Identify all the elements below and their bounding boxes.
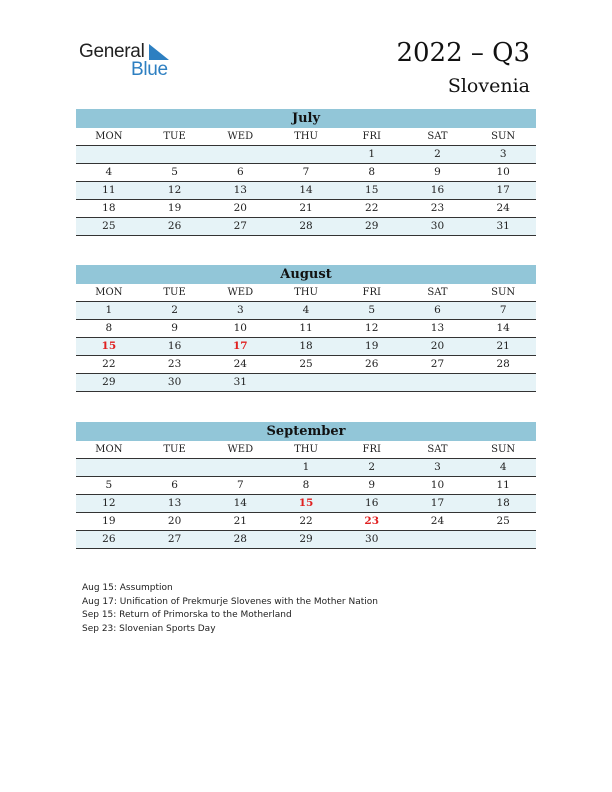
weekday-label: SAT bbox=[427, 131, 448, 142]
country-subtitle: Slovenia bbox=[447, 75, 530, 97]
week-row bbox=[76, 182, 536, 200]
logo bbox=[79, 41, 179, 81]
day-cell: 2 bbox=[434, 148, 441, 160]
day-cell: 25 bbox=[496, 515, 510, 527]
day-cell: 15 bbox=[365, 184, 379, 196]
day-cell: 4 bbox=[499, 461, 507, 473]
day-cell: 26 bbox=[102, 533, 116, 545]
weekday-label: TUE bbox=[163, 131, 186, 142]
day-cell bbox=[207, 146, 273, 163]
day-cell: 24 bbox=[233, 358, 247, 370]
day-cell: 11 bbox=[299, 322, 313, 334]
day-cell: 1 bbox=[302, 461, 310, 473]
day-cell bbox=[273, 146, 339, 163]
day-cell: 24 bbox=[430, 515, 445, 527]
week-row bbox=[76, 164, 536, 182]
day-cell: 9 bbox=[368, 479, 376, 491]
holiday-note: Sep 15: Return of Primorska to the Motherland bbox=[82, 610, 292, 621]
holiday-note: Aug 15: Assumption bbox=[82, 583, 173, 593]
week-row bbox=[76, 495, 536, 513]
day-cell: 9 bbox=[171, 322, 178, 334]
day-cell: 20 bbox=[167, 515, 182, 527]
holiday-day-cell: 17 bbox=[232, 340, 248, 352]
day-cell: 5 bbox=[368, 304, 376, 316]
month-title: September bbox=[76, 422, 536, 441]
day-cell: 3 bbox=[499, 148, 507, 160]
day-cell: 20 bbox=[430, 340, 445, 352]
weekday-label: WED bbox=[227, 444, 254, 455]
day-cell: 29 bbox=[299, 533, 313, 545]
weekday-label: THU bbox=[294, 287, 318, 298]
holiday-day-cell: 15 bbox=[101, 340, 117, 352]
day-cell: 10 bbox=[233, 322, 247, 334]
month-title: July bbox=[76, 109, 536, 128]
day-cell: 16 bbox=[365, 497, 379, 509]
day-cell: 10 bbox=[430, 479, 445, 491]
day-cell: 14 bbox=[299, 184, 313, 196]
day-cell: 6 bbox=[171, 479, 178, 491]
day-cell: 28 bbox=[299, 220, 313, 232]
weekday-label: WED bbox=[227, 131, 254, 142]
day-cell: 19 bbox=[102, 515, 116, 527]
day-cell: 16 bbox=[430, 184, 445, 196]
day-cell: 31 bbox=[496, 220, 510, 232]
weekday-label: TUE bbox=[163, 287, 186, 298]
day-cell: 5 bbox=[105, 479, 113, 491]
weekday-label: THU bbox=[294, 444, 318, 455]
day-cell: 7 bbox=[499, 304, 507, 316]
holiday-notes bbox=[82, 582, 378, 636]
weekday-label: MON bbox=[95, 287, 123, 298]
holiday-note: Aug 17: Unification of Prekmurje Slovenes with the Mother Nation bbox=[82, 596, 378, 607]
month-title: August bbox=[76, 265, 536, 284]
day-cell: 18 bbox=[299, 340, 313, 352]
day-cell bbox=[142, 146, 208, 163]
weekday-label: SUN bbox=[491, 131, 516, 142]
holiday-day-cell: 15 bbox=[298, 497, 314, 509]
day-cell: 12 bbox=[365, 322, 379, 334]
day-cell: 16 bbox=[167, 340, 182, 352]
day-cell: 21 bbox=[233, 515, 247, 527]
day-cell: 8 bbox=[302, 479, 310, 491]
day-cell: 28 bbox=[233, 533, 247, 545]
page-title: 2022 – Q3 bbox=[396, 38, 530, 68]
logo-text-blue: Blue bbox=[131, 59, 168, 80]
week-row bbox=[76, 531, 536, 549]
week-row bbox=[76, 218, 536, 236]
day-cell: 29 bbox=[365, 220, 379, 232]
day-cell: 14 bbox=[496, 322, 510, 334]
day-cell: 12 bbox=[167, 184, 182, 196]
weekday-label: THU bbox=[294, 131, 318, 142]
day-cell: 26 bbox=[365, 358, 379, 370]
day-cell bbox=[207, 459, 273, 476]
day-cell: 30 bbox=[365, 533, 379, 545]
day-cell bbox=[142, 459, 208, 476]
day-cell: 21 bbox=[299, 202, 313, 214]
logo-triangle-icon bbox=[149, 44, 169, 60]
day-cell: 22 bbox=[299, 515, 313, 527]
day-cell: 22 bbox=[365, 202, 379, 214]
day-cell: 6 bbox=[236, 166, 244, 178]
weekday-label: WED bbox=[227, 287, 254, 298]
day-cell: 8 bbox=[105, 322, 113, 334]
day-cell: 30 bbox=[167, 376, 182, 388]
day-cell: 18 bbox=[496, 497, 510, 509]
weekday-label: FRI bbox=[362, 287, 381, 298]
day-cell: 27 bbox=[233, 220, 247, 232]
day-cell bbox=[76, 146, 142, 163]
day-cell bbox=[470, 531, 536, 548]
day-cell: 26 bbox=[167, 220, 182, 232]
day-cell: 9 bbox=[434, 166, 441, 178]
day-cell: 27 bbox=[430, 358, 445, 370]
week-row bbox=[76, 146, 536, 164]
day-cell: 1 bbox=[368, 148, 376, 160]
logo-text-general: General bbox=[79, 41, 145, 62]
weekday-label: MON bbox=[95, 444, 123, 455]
day-cell: 6 bbox=[434, 304, 441, 316]
day-cell: 21 bbox=[496, 340, 510, 352]
day-cell: 24 bbox=[496, 202, 510, 214]
day-cell: 1 bbox=[105, 304, 113, 316]
day-cell: 7 bbox=[302, 166, 310, 178]
weekday-label: FRI bbox=[362, 131, 381, 142]
week-row bbox=[76, 513, 536, 531]
week-row bbox=[76, 320, 536, 338]
day-cell: 3 bbox=[434, 461, 441, 473]
day-cell: 12 bbox=[102, 497, 116, 509]
day-cell: 8 bbox=[368, 166, 376, 178]
day-cell bbox=[470, 374, 536, 391]
day-cell: 20 bbox=[233, 202, 247, 214]
day-cell: 10 bbox=[496, 166, 510, 178]
day-cell bbox=[405, 374, 471, 391]
day-cell: 18 bbox=[102, 202, 116, 214]
weekday-label: SAT bbox=[427, 287, 448, 298]
weekday-label: FRI bbox=[362, 444, 381, 455]
holiday-day-cell: 23 bbox=[364, 515, 380, 527]
day-cell: 19 bbox=[365, 340, 379, 352]
day-cell: 19 bbox=[167, 202, 182, 214]
month-calendar-august bbox=[76, 265, 536, 392]
day-cell: 25 bbox=[299, 358, 313, 370]
day-cell: 13 bbox=[167, 497, 182, 509]
weekday-label: SUN bbox=[491, 444, 516, 455]
day-cell: 13 bbox=[233, 184, 247, 196]
day-cell: 23 bbox=[167, 358, 182, 370]
weekday-label: MON bbox=[95, 131, 123, 142]
weekday-label: SAT bbox=[427, 444, 448, 455]
day-cell: 3 bbox=[236, 304, 244, 316]
day-cell: 5 bbox=[171, 166, 178, 178]
weekday-header-row bbox=[76, 128, 536, 146]
day-cell: 7 bbox=[236, 479, 244, 491]
day-cell bbox=[273, 374, 339, 391]
month-calendar-july bbox=[76, 109, 536, 236]
day-cell: 11 bbox=[102, 184, 116, 196]
day-cell bbox=[405, 531, 471, 548]
week-row bbox=[76, 356, 536, 374]
day-cell: 2 bbox=[171, 304, 178, 316]
day-cell bbox=[339, 374, 405, 391]
day-cell: 22 bbox=[102, 358, 116, 370]
week-row bbox=[76, 200, 536, 218]
day-cell: 25 bbox=[102, 220, 116, 232]
day-cell bbox=[76, 459, 142, 476]
weekday-label: SUN bbox=[491, 287, 516, 298]
day-cell: 27 bbox=[167, 533, 182, 545]
day-cell: 4 bbox=[302, 304, 310, 316]
weekday-header-row bbox=[76, 284, 536, 302]
weekday-label: TUE bbox=[163, 444, 186, 455]
week-row bbox=[76, 338, 536, 356]
day-cell: 28 bbox=[496, 358, 510, 370]
week-row bbox=[76, 459, 536, 477]
holiday-note: Sep 23: Slovenian Sports Day bbox=[82, 623, 216, 634]
day-cell: 14 bbox=[233, 497, 247, 509]
weekday-header-row bbox=[76, 441, 536, 459]
day-cell: 17 bbox=[496, 184, 510, 196]
week-row bbox=[76, 374, 536, 392]
day-cell: 23 bbox=[430, 202, 445, 214]
day-cell: 11 bbox=[496, 479, 510, 491]
day-cell: 30 bbox=[430, 220, 445, 232]
day-cell: 29 bbox=[102, 376, 116, 388]
day-cell: 17 bbox=[430, 497, 445, 509]
day-cell: 31 bbox=[233, 376, 247, 388]
day-cell: 2 bbox=[368, 461, 376, 473]
month-calendar-september bbox=[76, 422, 536, 549]
day-cell: 13 bbox=[430, 322, 445, 334]
week-row bbox=[76, 477, 536, 495]
week-row bbox=[76, 302, 536, 320]
day-cell: 4 bbox=[105, 166, 113, 178]
